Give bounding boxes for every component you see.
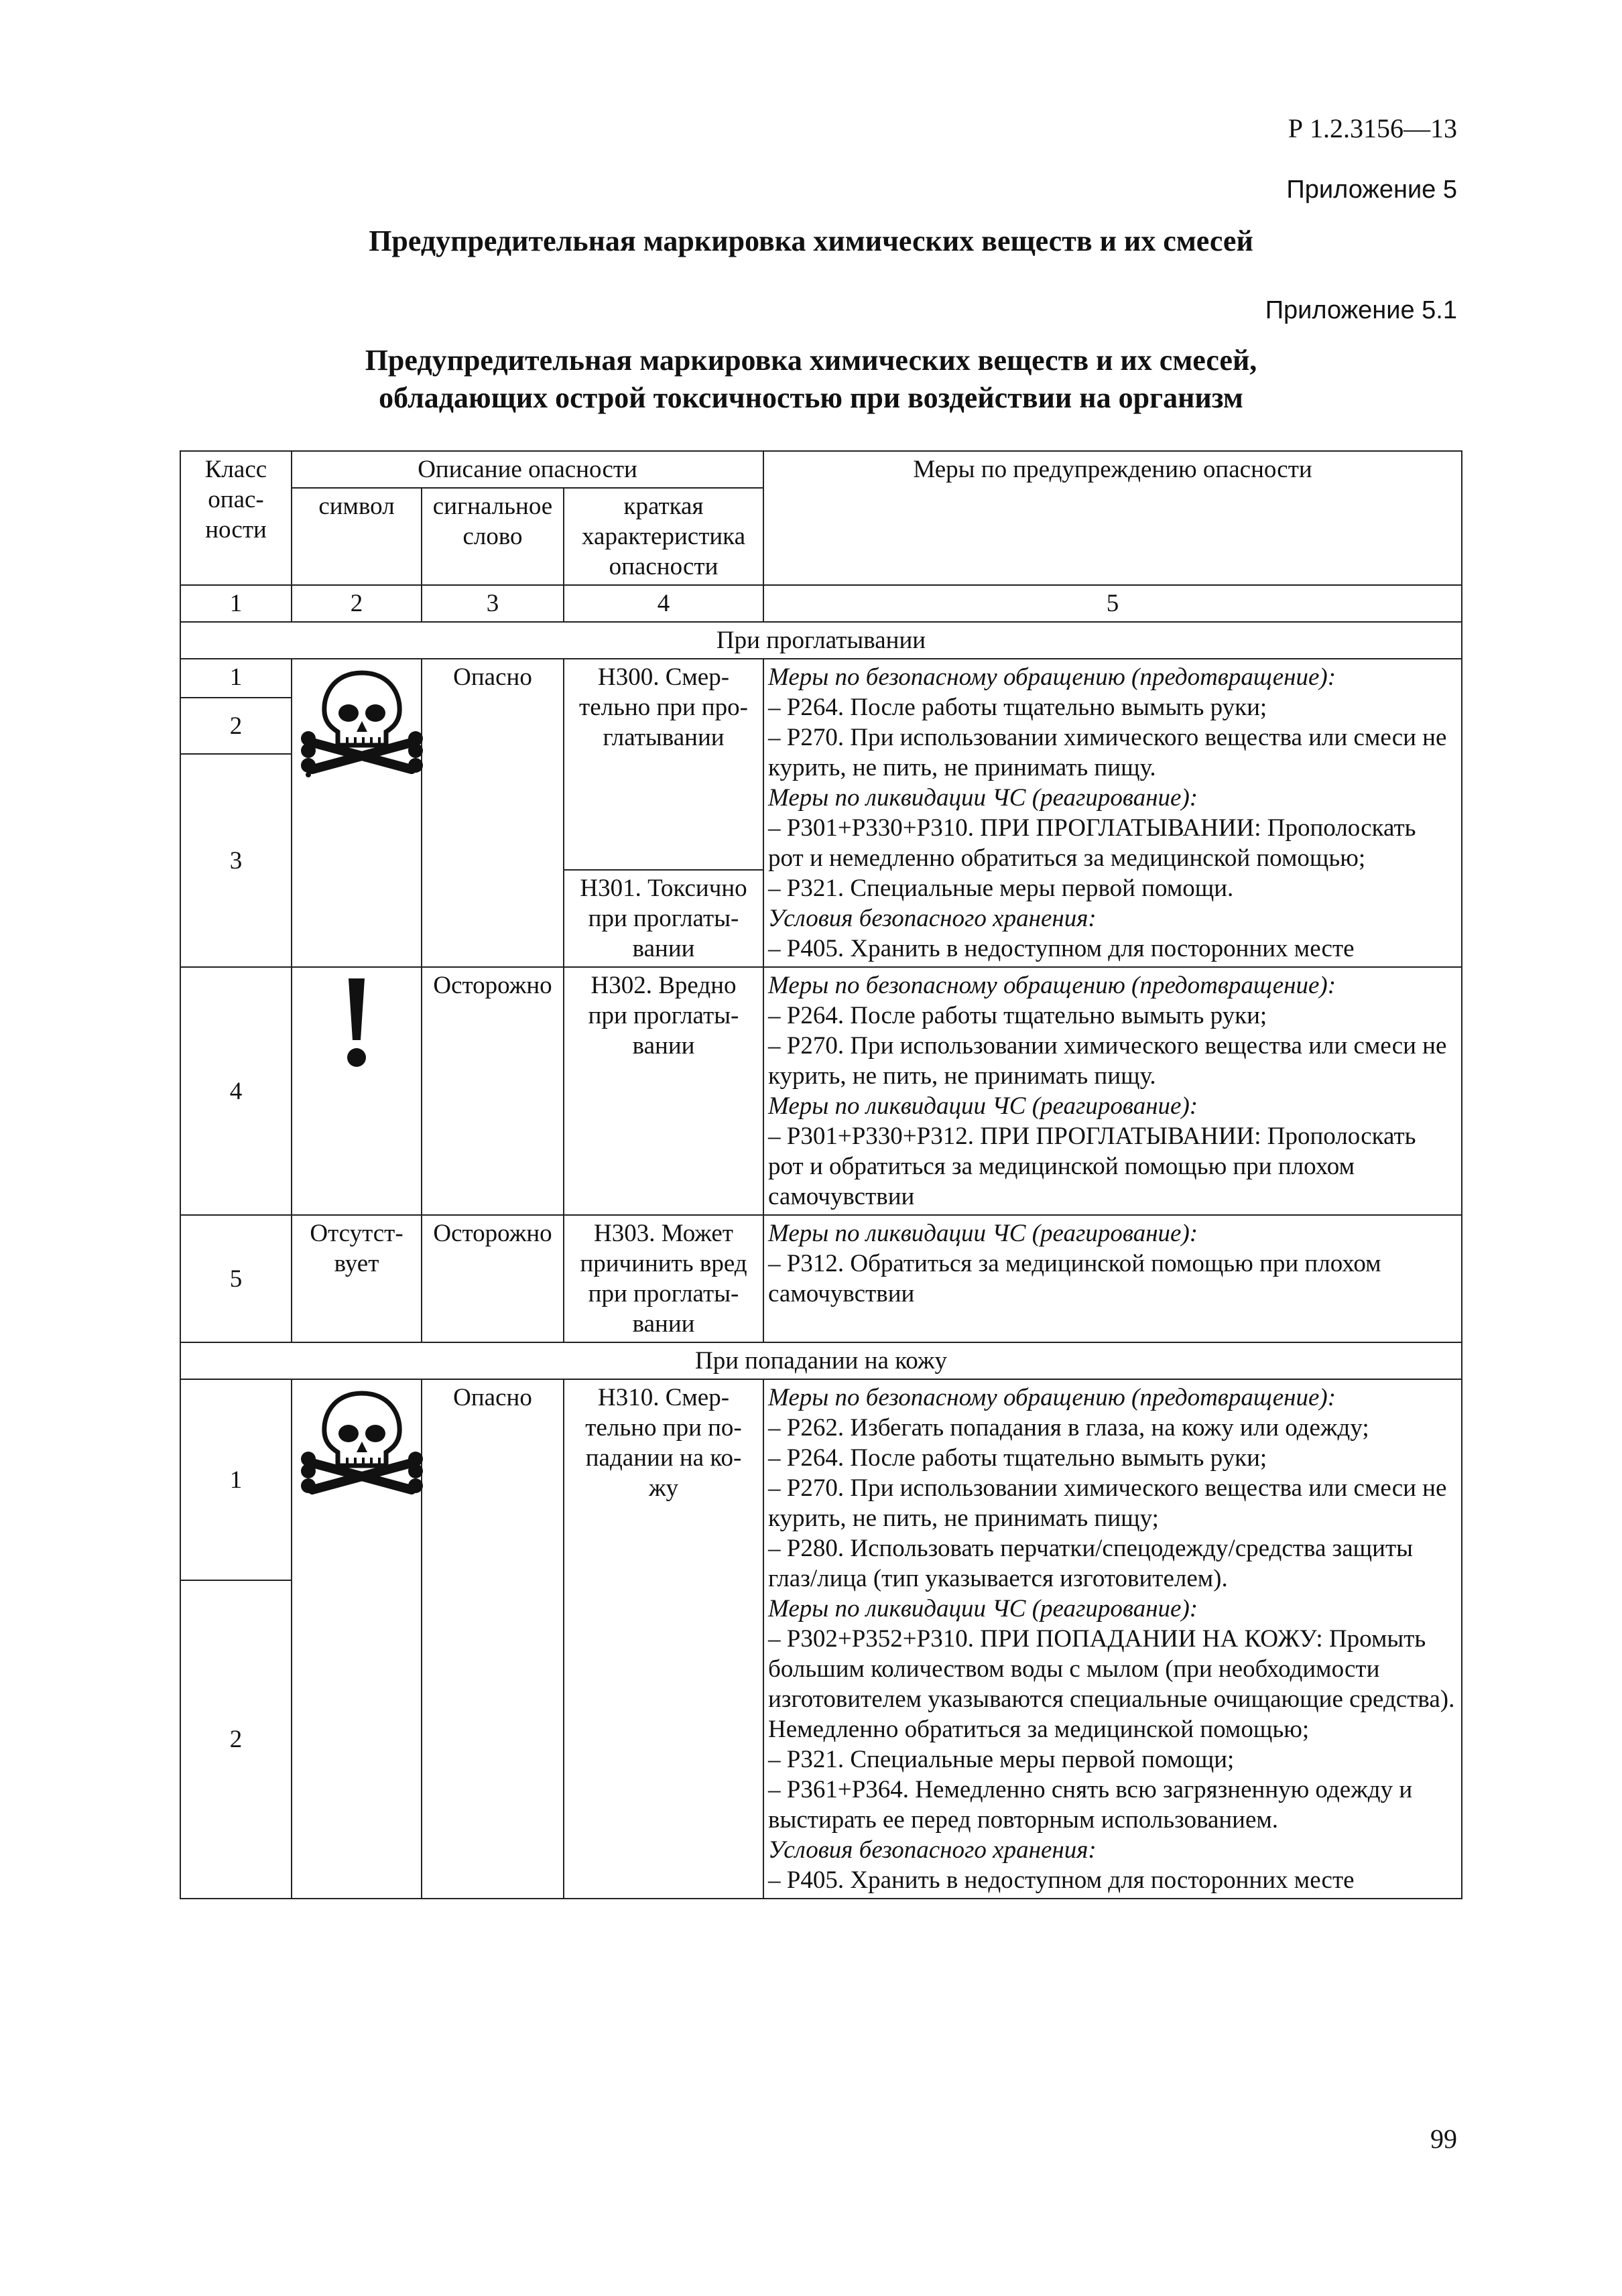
appendix-label: Приложение 5 [1286, 176, 1457, 204]
section-header-skin: При попадании на кожу [180, 1342, 1462, 1379]
signal-word: Опасно [422, 659, 564, 967]
document-code: Р 1.2.3156—13 [1288, 113, 1457, 143]
hazard-class: 5 [180, 1215, 292, 1342]
column-number: 5 [763, 585, 1462, 622]
header-symbol: символ [292, 488, 422, 585]
header-measures: Меры по предупреждению опасности [763, 451, 1462, 585]
measures-heading: Меры по ликвидации ЧС (реагирование): [768, 1220, 1198, 1247]
hazard-class: 2 [180, 1580, 292, 1899]
hazard-statement: Н310. Смер- тельно при по- падании на ко- жу [564, 1379, 763, 1899]
measure-item: – Р270. При использовании химического вещества или смеси не курить, не пить, не принимать пищу; [768, 1474, 1447, 1532]
measures-heading: Меры по ликвидации ЧС (реагирование): [768, 784, 1198, 812]
section-title-line-1: Предупредительная маркировка химических веществ и их смесей, [365, 344, 1257, 377]
measure-item: – Р264. После работы тщательно вымыть руки; [768, 1002, 1267, 1029]
header-danger-description: Описание опасности [292, 451, 763, 488]
signal-word: Осторожно [422, 1215, 564, 1342]
page-number: 99 [1430, 2124, 1457, 2154]
skull-crossbones-icon [296, 667, 417, 777]
column-number: 1 [180, 585, 292, 622]
measure-item: – Р321. Специальные меры первой помощи; [768, 1746, 1235, 1773]
measure-item: – Р264. После работы тщательно вымыть руки; [768, 1444, 1267, 1472]
precaution-measures [763, 967, 1462, 1215]
skull-crossbones-icon [296, 1388, 417, 1498]
measure-item: – Р262. Избегать попадания в глаза, на кожу или одежду; [768, 1414, 1369, 1442]
symbol-cell [292, 967, 422, 1215]
measures-heading: Меры по ликвидации ЧС (реагирование): [768, 1092, 1198, 1120]
section-title-line-2: обладающих острой токсичностью при воздействии на организм [379, 381, 1243, 414]
hazard-class: 1 [180, 659, 292, 698]
hazard-table [180, 450, 1462, 1899]
measures-heading: Меры по безопасному обращению (предотвращение): [768, 972, 1336, 999]
column-number: 4 [564, 585, 763, 622]
measure-item: – Р312. Обратиться за медицинской помощью при плохом самочувствии [768, 1250, 1381, 1308]
precaution-measures [763, 659, 1462, 967]
measure-item: – Р302+Р352+Р310. ПРИ ПОПАДАНИИ НА КОЖУ: Промыть большим количеством воды с мылом (при необходимости изготовителем указываются специальные очищающие средства). Немедленно обратиться за медицинской помощью; [768, 1625, 1455, 1743]
hazard-statement: Н302. Вредно при проглаты- вании [564, 967, 763, 1215]
signal-word: Осторожно [422, 967, 564, 1215]
exclamation-mark-icon [296, 976, 417, 1070]
measure-item: – Р264. После работы тщательно вымыть руки; [768, 694, 1267, 721]
signal-word: Опасно [422, 1379, 564, 1899]
measure-item: – Р405. Хранить в недоступном для посторонних месте [768, 1866, 1355, 1894]
page-title: Предупредительная маркировка химических веществ и их смесей [369, 225, 1253, 257]
header-signal-word: сигнальное слово [422, 488, 564, 585]
hazard-class: 1 [180, 1379, 292, 1580]
symbol-absent-text: Отсутст- вует [292, 1215, 422, 1342]
measure-item: – Р405. Хранить в недоступном для посторонних месте [768, 935, 1355, 962]
symbol-cell [292, 1379, 422, 1899]
column-number: 3 [422, 585, 564, 622]
measures-heading: Меры по безопасному обращению (предотвращение): [768, 663, 1336, 691]
measure-item: – Р301+Р330+Р312. ПРИ ПРОГЛАТЫВАНИИ: Прополоскать рот и обратиться за медицинской помощью при плохом самочувствии [768, 1123, 1416, 1210]
column-number: 2 [292, 585, 422, 622]
hazard-class: 2 [180, 698, 292, 754]
measures-heading: Меры по безопасному обращению (предотвращение): [768, 1384, 1336, 1411]
hazard-statement: Н301. Токсично при проглаты- вании [564, 870, 763, 967]
section-header-ingestion: При проглатывании [180, 622, 1462, 659]
measures-heading: Меры по ликвидации ЧС (реагирование): [768, 1595, 1198, 1622]
precaution-measures [763, 1379, 1462, 1899]
hazard-class: 4 [180, 967, 292, 1215]
sub-appendix-label: Приложение 5.1 [1265, 296, 1457, 324]
measures-heading: Условия безопасного хранения: [768, 1836, 1097, 1864]
symbol-cell [292, 659, 422, 967]
precaution-measures [763, 1215, 1462, 1342]
measure-item: – Р321. Специальные меры первой помощи. [768, 875, 1234, 902]
hazard-statement: Н303. Может причинить вред при проглаты- вании [564, 1215, 763, 1342]
hazard-class: 3 [180, 754, 292, 967]
measure-item: – Р270. При использовании химического вещества или смеси не курить, не пить, не принимать пищу. [768, 1032, 1447, 1090]
measure-item: – Р270. При использовании химического вещества или смеси не курить, не пить, не принимать пищу. [768, 724, 1447, 781]
measure-item: – Р280. Использовать перчатки/спецодежду/средства защиты глаз/лица (тип указывается изготовителем). [768, 1535, 1413, 1592]
section-title [180, 342, 1442, 417]
hazard-statement: Н300. Смер- тельно при про- глатывании [564, 659, 763, 870]
header-class: Класс опас- ности [180, 451, 292, 585]
measure-item: – Р301+Р330+Р310. ПРИ ПРОГЛАТЫВАНИИ: Прополоскать рот и немедленно обратиться за медицинской помощью; [768, 814, 1416, 872]
header-short-characteristic: краткая характеристика опасности [564, 488, 763, 585]
measure-item: – Р361+Р364. Немедленно снять всю загрязненную одежду и выстирать ее перед повторным использованием. [768, 1776, 1413, 1834]
measures-heading: Условия безопасного хранения: [768, 905, 1097, 932]
